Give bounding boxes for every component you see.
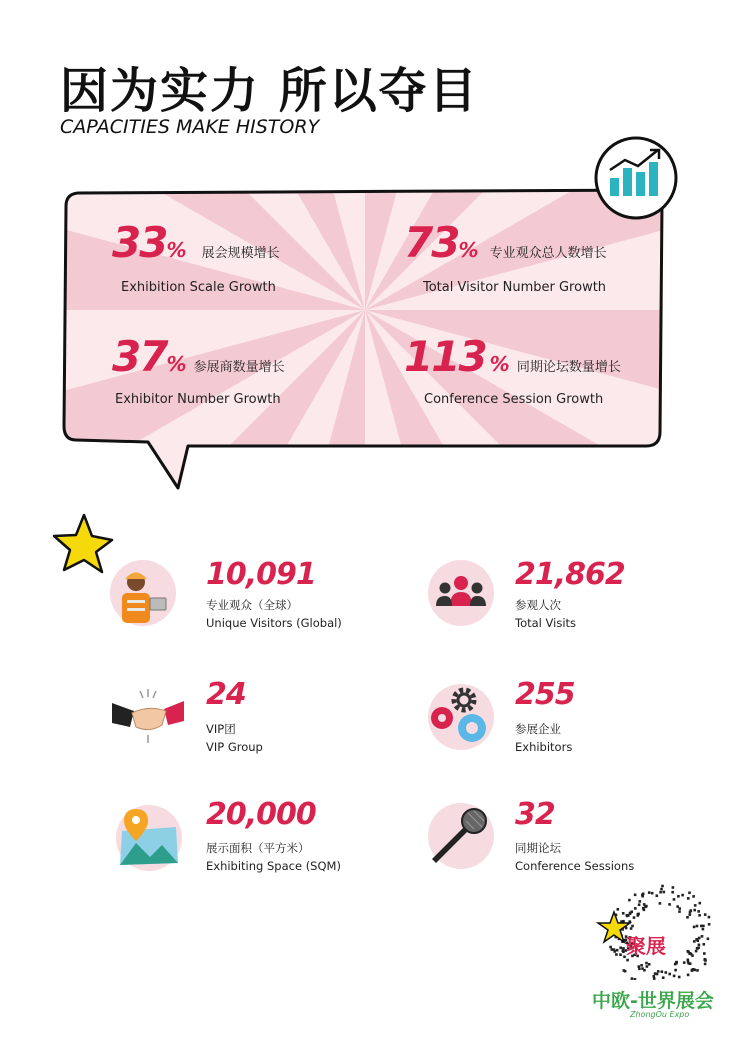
qr-dot <box>639 900 642 903</box>
qr-dot <box>674 969 677 972</box>
growth-label-en: Exhibitor Number Growth <box>115 392 281 407</box>
growth-label-cn: 同期论坛数量增长 <box>516 360 621 375</box>
growth-unit: % <box>166 238 187 262</box>
qr-dot <box>671 891 674 894</box>
growth-speech-bubble <box>0 0 739 500</box>
qr-dot <box>662 976 665 979</box>
qr-dot <box>659 902 662 905</box>
qr-dot <box>696 925 699 928</box>
handshake-icon-circle <box>112 683 178 749</box>
growth-item-exhibitors <box>112 332 285 381</box>
qr-dot <box>681 894 684 897</box>
qr-dot <box>702 928 705 931</box>
growth-unit: % <box>458 238 479 262</box>
qr-dot <box>648 963 651 966</box>
qr-dot <box>698 937 701 940</box>
stat-label-en: Unique Visitors (Global) <box>206 616 342 630</box>
growth-item-scale <box>112 218 280 267</box>
handshake-icon <box>112 683 188 749</box>
qr-dot <box>663 891 666 894</box>
qr-dot <box>703 952 706 955</box>
logo-name-cn: 中欧-世界展会 <box>592 990 714 1012</box>
qr-dot <box>688 892 691 895</box>
qr-dot <box>698 944 701 947</box>
qr-dot <box>673 975 676 978</box>
qr-dot <box>634 978 637 980</box>
qr-dot <box>619 947 622 950</box>
people-group-icon <box>428 560 494 626</box>
qr-dot <box>661 970 664 973</box>
mic-icon-circle <box>428 803 494 869</box>
qr-dot <box>657 970 660 973</box>
qr-dot <box>704 913 707 916</box>
qr-dot <box>693 909 696 912</box>
qr-dot <box>631 977 634 980</box>
growth-item-conference <box>404 332 621 381</box>
stat-value: 10,091 <box>206 557 316 592</box>
qr-dot <box>692 895 695 898</box>
map-pin-icon <box>116 805 182 871</box>
qr-dot <box>634 907 637 910</box>
growth-unit: % <box>166 352 187 376</box>
growth-label-en: Exhibition Scale Growth <box>121 280 276 295</box>
qr-dot <box>707 938 710 941</box>
growth-label-cn: 专业观众总人数增长 <box>489 246 607 261</box>
logo-badge: 聚展 <box>626 934 666 958</box>
qr-dot <box>688 952 691 955</box>
qr-dot <box>686 916 689 919</box>
qr-dot <box>704 958 707 961</box>
qr-dot <box>702 925 705 928</box>
qr-dot <box>646 965 649 968</box>
qr-dot <box>683 961 686 964</box>
stat-value: 32 <box>515 797 555 832</box>
stat-label-cn: 专业观众（全球） <box>206 598 298 612</box>
qr-dot <box>697 910 700 913</box>
qr-dot <box>609 946 612 949</box>
qr-dot <box>624 970 627 973</box>
qr-dot <box>648 891 651 894</box>
growth-label-en: Conference Session Growth <box>424 392 604 407</box>
stat-label-en: Total Visits <box>515 616 577 630</box>
qr-dot <box>626 959 629 962</box>
map-icon-circle <box>116 805 182 871</box>
qr-dot <box>677 895 680 898</box>
worker-icon <box>110 560 176 626</box>
qr-dot <box>695 950 698 953</box>
qr-dot <box>675 961 678 964</box>
qr-dot <box>701 935 704 938</box>
qr-dot <box>637 914 640 917</box>
qr-dot <box>641 894 644 897</box>
qr-dot <box>645 962 648 965</box>
qr-dot <box>633 916 636 919</box>
qr-dot <box>678 976 681 979</box>
qr-dot <box>634 894 637 897</box>
qr-dot <box>645 905 648 908</box>
growth-label-cn: 参展商数量增长 <box>193 360 285 375</box>
growth-label-en: Total Visitor Number Growth <box>423 280 607 295</box>
qr-dot <box>696 947 699 950</box>
sunburst-background <box>0 0 739 500</box>
qr-dot <box>638 968 641 971</box>
qr-dot <box>615 953 618 956</box>
qr-dot <box>659 891 662 894</box>
qr-dot <box>708 923 711 926</box>
qr-dot <box>616 949 619 952</box>
qr-dot <box>653 977 656 980</box>
qr-dot <box>673 898 676 901</box>
star-icon <box>50 512 114 574</box>
stat-label-cn: VIP团 <box>206 722 236 736</box>
stat-value: 255 <box>515 677 575 712</box>
qr-dot <box>619 953 622 956</box>
growth-label-cn: 展会规模增长 <box>201 246 280 261</box>
qr-dot <box>693 940 696 943</box>
growth-unit: % <box>489 352 510 376</box>
stat-value: 21,862 <box>515 557 625 592</box>
growth-value: 37 <box>112 332 167 381</box>
qr-dot <box>654 972 657 975</box>
qr-dot <box>668 903 671 906</box>
qr-dot <box>613 950 616 953</box>
qr-dot <box>640 964 643 967</box>
qr-dot <box>687 897 690 900</box>
qr-dot <box>628 899 631 902</box>
qr-dot <box>693 926 696 929</box>
qr-dot <box>668 973 671 976</box>
qr-dot <box>703 943 706 946</box>
qr-dot <box>687 974 690 977</box>
microphone-icon <box>428 803 494 869</box>
growth-item-visitors <box>404 218 607 267</box>
stat-label-en: Exhibiting Space (SQM) <box>206 859 341 873</box>
stat-label-en: Exhibitors <box>515 740 573 754</box>
stat-label-cn: 同期论坛 <box>515 841 561 855</box>
qr-dot <box>687 959 690 962</box>
qr-dot <box>689 911 692 914</box>
qr-dot <box>704 963 707 966</box>
qr-dot <box>642 907 645 910</box>
qr-dot <box>622 951 625 954</box>
qr-dot <box>656 894 659 897</box>
gears-icon-circle <box>428 684 494 750</box>
worker-icon-circle <box>110 560 176 626</box>
qr-dot <box>708 916 711 919</box>
qr-dot <box>638 903 641 906</box>
qr-dot <box>678 910 681 913</box>
stat-label-cn: 展示面积（平方米） <box>206 841 310 855</box>
qr-dot <box>665 971 668 974</box>
qr-dot <box>672 886 675 889</box>
qr-dot <box>691 954 694 957</box>
page-title: 因为实力 所以夺目 <box>60 63 479 119</box>
expo-logo <box>590 880 730 1030</box>
qr-dot <box>641 967 644 970</box>
stat-label-en: VIP Group <box>206 740 263 754</box>
stat-label-cn: 参展企业 <box>515 722 561 736</box>
qr-dot <box>651 892 654 895</box>
qr-dot <box>653 975 656 978</box>
page-subtitle: CAPACITIES MAKE HISTORY <box>60 116 320 138</box>
logo-name-en: ZhongOu Expo <box>630 1010 690 1019</box>
qr-dot <box>689 913 692 916</box>
qr-dot <box>660 888 663 891</box>
growth-value: 113 <box>404 332 486 381</box>
people-icon-circle <box>428 560 494 626</box>
qr-dot <box>676 905 679 908</box>
stat-label-cn: 参观人次 <box>515 598 561 612</box>
qr-dot <box>695 938 698 941</box>
qr-dot <box>661 885 664 888</box>
qr-dot <box>699 902 702 905</box>
qr-dot <box>611 948 614 951</box>
qr-dot <box>696 969 699 972</box>
qr-dot <box>691 969 694 972</box>
stat-value: 20,000 <box>206 797 316 832</box>
qr-dot <box>698 914 701 917</box>
stat-label-en: Conference Sessions <box>515 859 635 873</box>
growth-chart-icon <box>596 138 676 218</box>
stat-value: 24 <box>206 677 246 712</box>
growth-value: 33 <box>112 218 167 267</box>
growth-value: 73 <box>404 218 459 267</box>
qr-dot <box>694 904 697 907</box>
gears-icon <box>428 684 494 750</box>
qr-dot <box>687 961 690 964</box>
